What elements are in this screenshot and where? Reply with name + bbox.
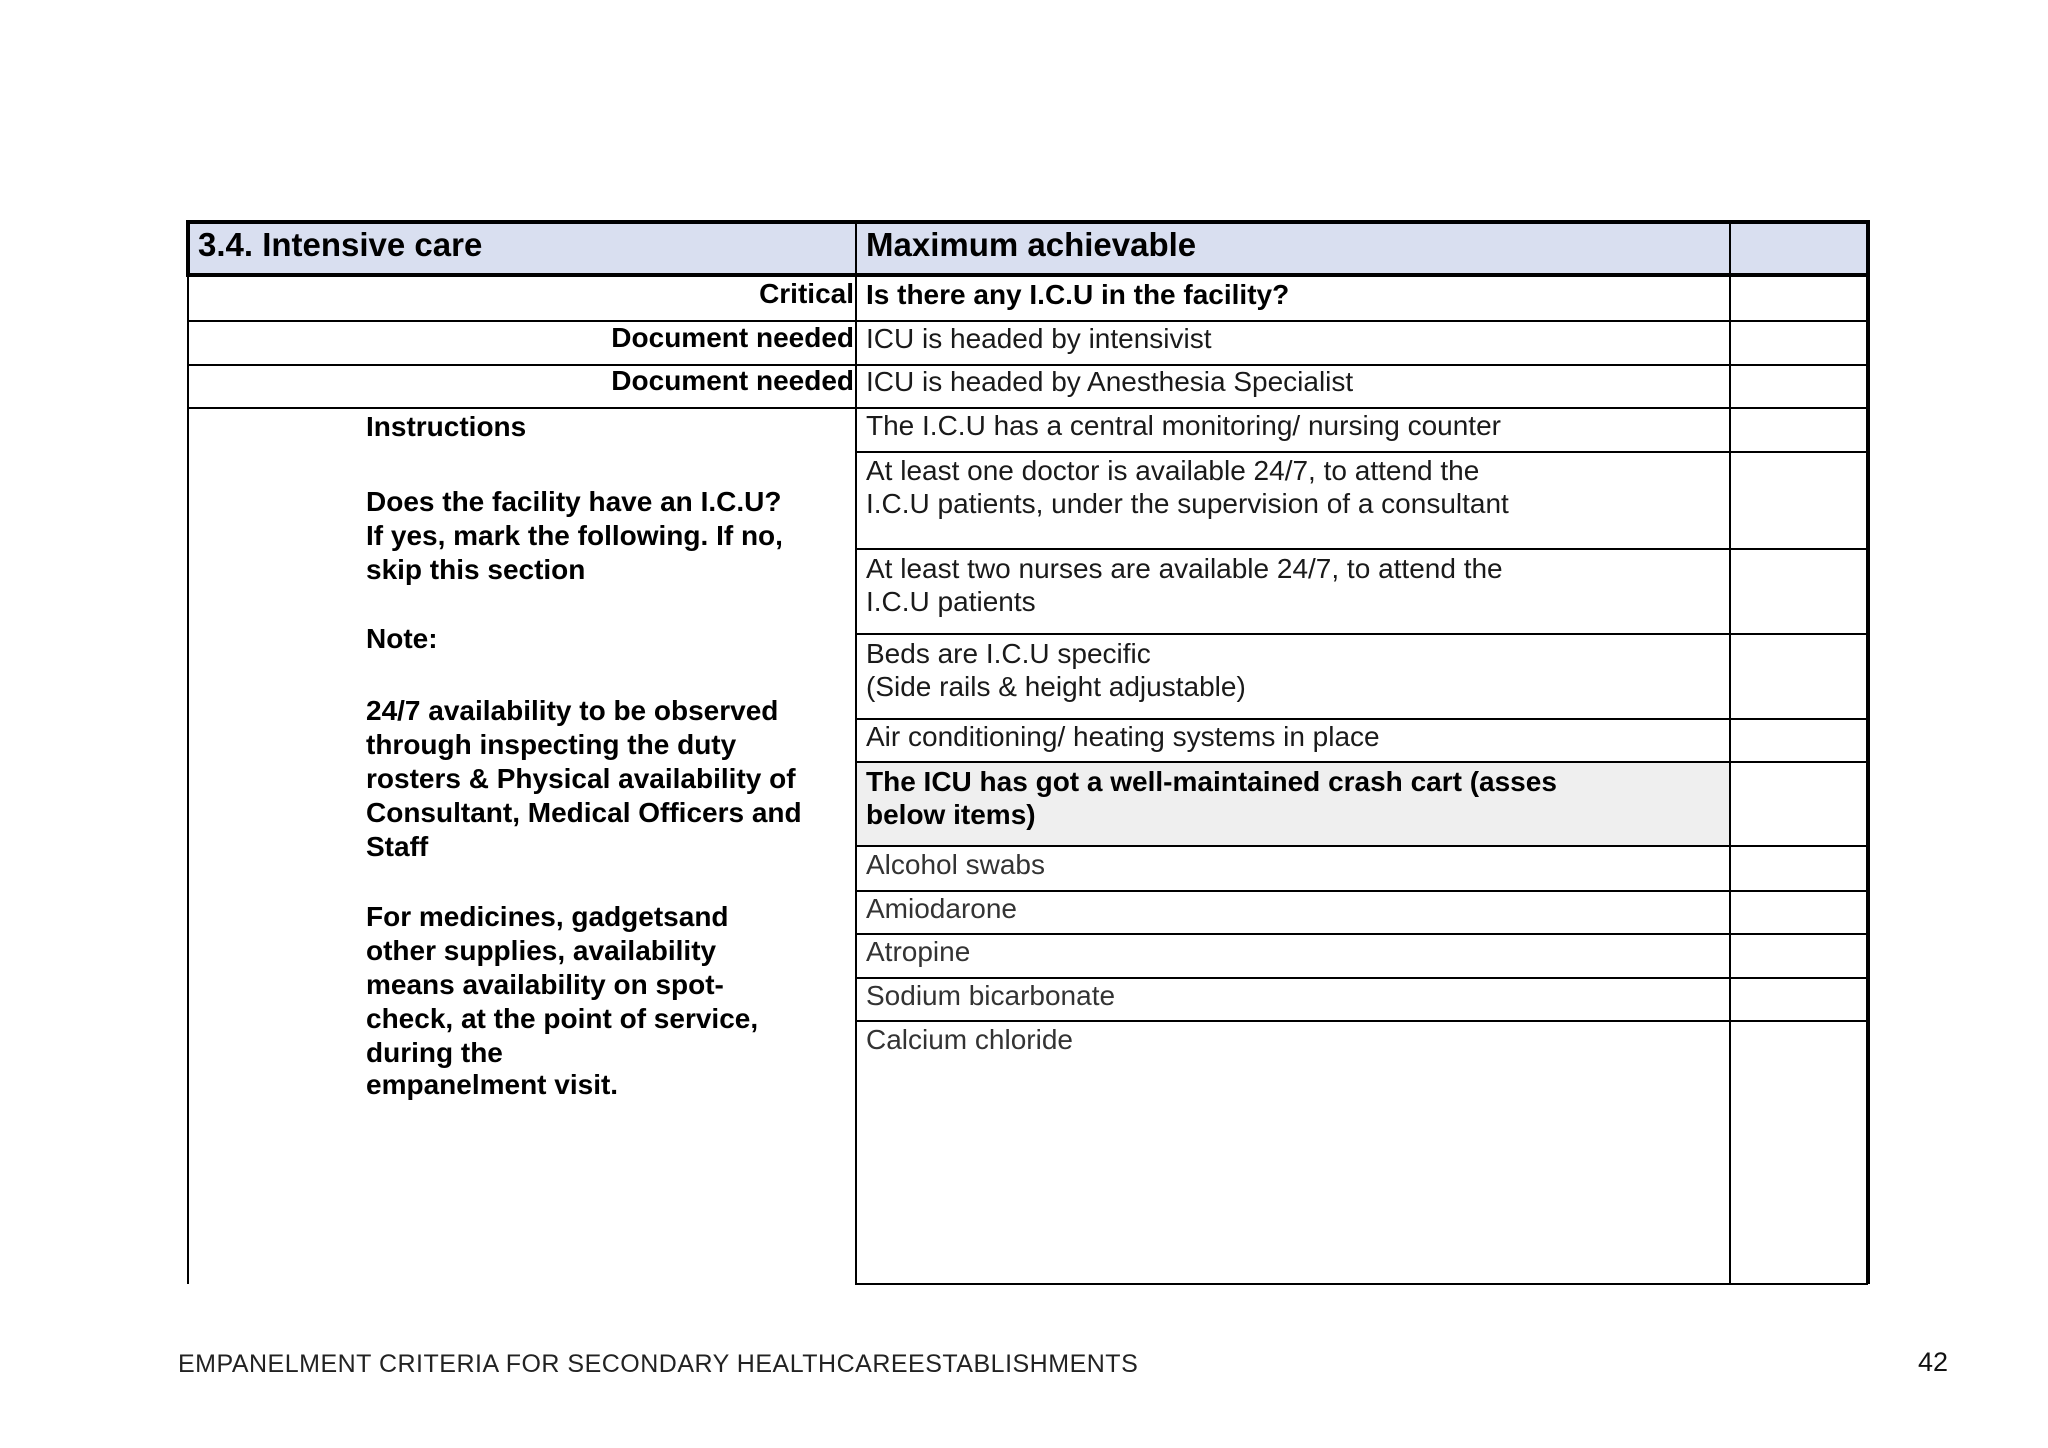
table-top-border (186, 220, 1870, 224)
criterion-text-line: below items) (866, 799, 1036, 830)
criterion-text: ICU is headed by intensivist (866, 323, 1212, 354)
note-line: through inspecting the duty (366, 729, 737, 760)
column-title: Maximum achievable (866, 226, 1197, 263)
supply-item: Calcium chloride (866, 1024, 1073, 1055)
row-line (855, 933, 1868, 935)
criterion-text-line: I.C.U patients, under the supervision of a consultant (866, 488, 1509, 519)
row-label-document-needed: Document needed (611, 365, 854, 396)
supplies-line: means availability on spot- (366, 969, 724, 1000)
row-line (855, 1020, 1868, 1022)
note-heading: Note: (366, 623, 438, 654)
section-title: 3.4. Intensive care (198, 226, 483, 263)
criterion-text-line: (Side rails & height adjustable) (866, 671, 1246, 702)
row-label-document-needed: Document needed (611, 322, 854, 353)
column-divider-2 (1729, 222, 1731, 1284)
note-line: Consultant, Medical Officers and (366, 797, 802, 828)
note-line: 24/7 availability to be observed (366, 695, 779, 726)
supply-item: Amiodarone (866, 893, 1017, 924)
table-header-bottom-border (186, 273, 1870, 277)
criterion-text: The I.C.U has a central monitoring/ nursing counter (866, 410, 1501, 441)
criterion-text-line: I.C.U patients (866, 586, 1036, 617)
row-line (855, 845, 1868, 847)
criterion-text-line: The ICU has got a well-maintained crash cart (asses (866, 766, 1557, 797)
instructions-question-line: Does the facility have an I.C.U? (366, 486, 782, 517)
supplies-line: empanelment visit. (366, 1069, 619, 1100)
row-line (855, 548, 1868, 550)
criterion-text-line: Beds are I.C.U specific (866, 638, 1151, 669)
supply-item: Alcohol swabs (866, 849, 1045, 880)
supplies-line: other supplies, availability (366, 935, 717, 966)
table-left-border (187, 276, 189, 1284)
row-line (855, 761, 1868, 763)
table-right-border (1866, 220, 1870, 1284)
criterion-text-line: At least two nurses are available 24/7, to attend the (866, 553, 1503, 584)
row-line (855, 451, 1868, 453)
note-line: rosters & Physical availability of (366, 763, 796, 794)
instructions-question-line: If yes, mark the following. If no, (366, 520, 783, 551)
instructions-heading: Instructions (366, 411, 527, 442)
supplies-line: For medicines, gadgetsand (366, 901, 729, 932)
note-line: Staff (366, 831, 429, 862)
column-divider-1 (855, 222, 857, 1284)
footer-text: EMPANELMENT CRITERIA FOR SECONDARY HEALTHCAREESTABLISHMENTS (178, 1350, 1139, 1378)
supply-item: Sodium bicarbonate (866, 980, 1116, 1011)
criterion-text: Air conditioning/ heating systems in place (866, 721, 1380, 752)
criterion-text: ICU is headed by Anesthesia Specialist (866, 366, 1354, 397)
supplies-line: during the (366, 1037, 503, 1068)
row-label-critical: Critical (759, 278, 854, 309)
table-bottom-border (855, 1283, 1868, 1285)
table-left-header-border (186, 220, 190, 277)
criterion-text: Is there any I.C.U in the facility? (866, 279, 1290, 310)
supply-item: Atropine (866, 936, 971, 967)
supplies-line: check, at the point of service, (366, 1003, 759, 1034)
criterion-text-line: At least one doctor is available 24/7, to attend the (866, 455, 1480, 486)
row-line (855, 633, 1868, 635)
instructions-question-line: skip this section (366, 554, 586, 585)
page-number: 42 (1918, 1347, 1949, 1377)
